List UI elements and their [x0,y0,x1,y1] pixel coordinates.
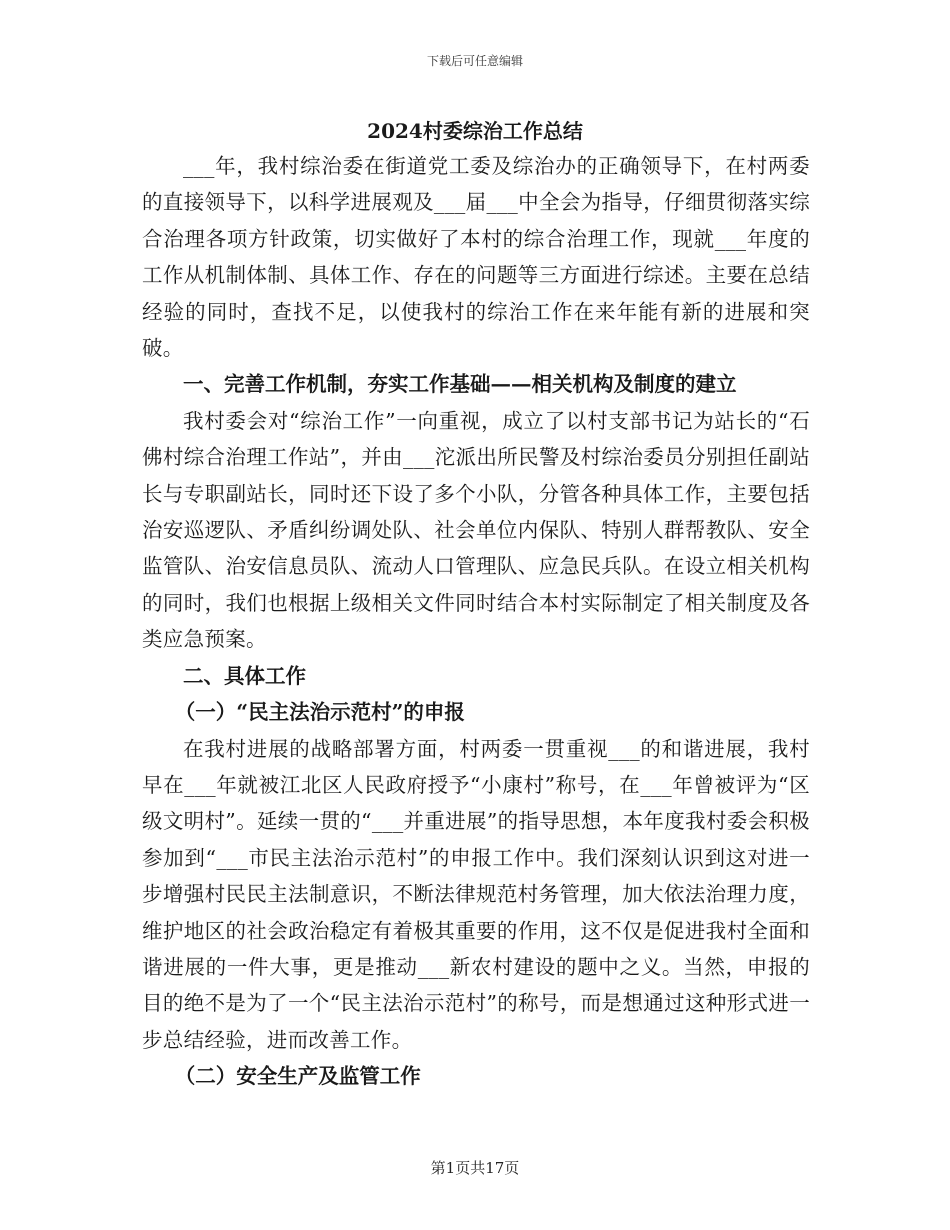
subsection-heading-2-1: （一）“民主法治示范村”的申报 [174,700,465,725]
intro-paragraph: ___年，我村综治委在街道党工委及综治办的正确领导下，在村两委的直接领导下，以科学进展观及___届___中全会为指导，仔细贯彻落实综合治理各项方针政策，切实做好了本村的综合治理工作，现就___年度的工作从机制体制、具体工作、存在的问题等三方面进行综述。主要在总结经验的同时，查找不足，以使我村的综治工作在来年能有新的进展和突破。 [142,154,810,361]
section-1-paragraph: 我村委会对“综治工作”一向重视，成立了以村支部书记为站长的“石佛村综合治理工作站”，并由___沱派出所民警及村综治委员分别担任副站长与专职副站长，同时还下设了多个小队，分管各种具体工作，主要包括治安巡逻队、矛盾纠纷调处队、社会单位内保队、特别人群帮教队、安全监管队、治安信息员队、流动人口管理队、应急民兵队。在设立相关机构的同时，我们也根据上级相关文件同时结合本村实际制定了相关制度及各类应急预案。 [142,408,810,652]
subsection-2-1-paragraph: 在我村进展的战略部署方面，村两委一贯重视___的和谐进展，我村早在___年就被江北区人民政府授予“小康村”称号，在___年曾被评为“区级文明村”。延续一贯的“___并重进展”的指导思想，本年度我村委会积极参加到“___市民主法治示范村”的申报工作中。我们深刻认识到这对进一步增强村民民主法制意识，不断法律规范村务管理，加大依法治理力度，维护地区的社会政治稳定有着极其重要的作用，这不仅是促进我村全面和谐进展的一件大事，更是推动___新农村建设的题中之义。当然，申报的目的绝不是为了一个“民主法治示范村”的称号，而是想通过这种形式进一步总结经验，进而改善工作。 [142,736,810,1052]
document-title: 2024村委综治工作总结 [367,119,583,143]
section-heading-1: 一、完善工作机制，夯实工作基础——相关机构及制度的建立 [183,372,737,397]
subsection-heading-2-2: （二）安全生产及监管工作 [174,1064,421,1089]
page-header-note: 下载后可任意编辑 [426,54,523,68]
section-heading-2: 二、具体工作 [183,663,306,688]
document-body [142,148,810,1095]
page-number: 第1页共17页 [430,1159,520,1177]
